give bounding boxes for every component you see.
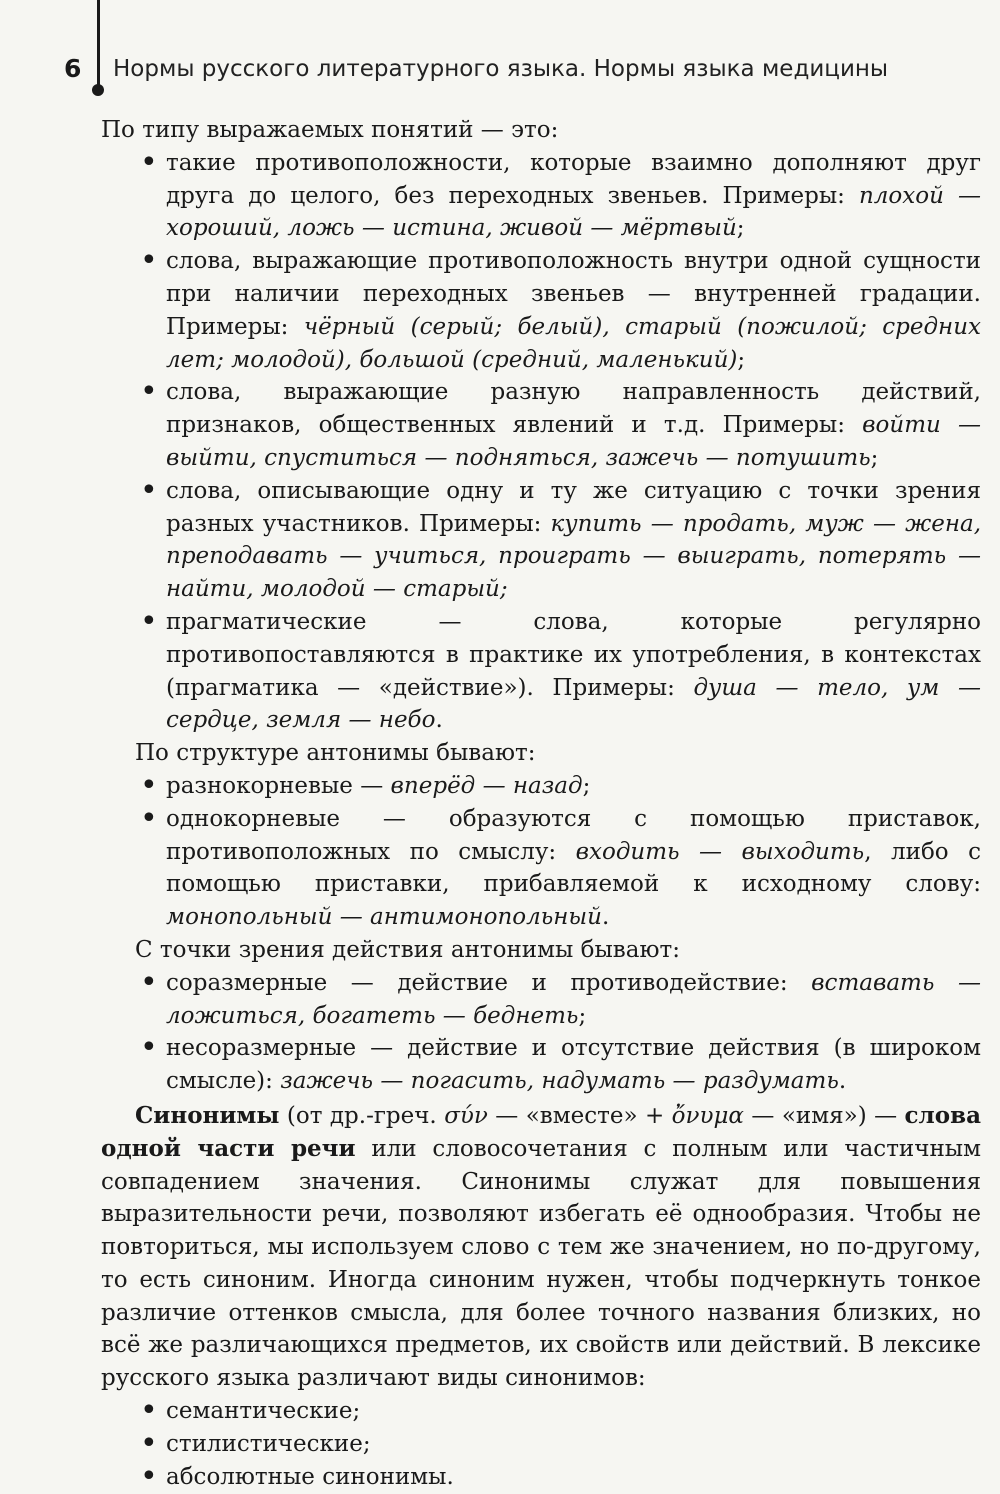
list-item: • однокорневые — образуются с помощью приставок, противоположных по смыслу: входить — выходить, либо с помощью приставки, прибавляемой к исходному слову: монопольный — антимонопольный.: [166, 803, 981, 934]
list-item: • стилистические;: [166, 1428, 981, 1461]
running-title: Нормы русского литературного языка. Нормы языка медицины: [113, 56, 889, 82]
list-item: • семантические;: [166, 1395, 981, 1428]
list-item: • соразмерные — действие и противодействие: вставать — ложиться, богатеть — беднеть;: [166, 967, 981, 1033]
synonym-types-list: [101, 1395, 981, 1493]
examples: вперёд — назад: [390, 772, 583, 799]
list-item: • несоразмерные — действие и отсутствие действия (в широком смысле): зажечь — погасить, надумать — раздумать.: [166, 1032, 981, 1098]
list-item: • слова, описывающие одну и ту же ситуацию с точки зрения разных участников. Примеры: купить — продать, муж — жена, преподавать — учиться, проиграть — выиграть, потерять — найти, молодой — старый;: [166, 475, 981, 606]
list-item: • слова, выражающие противоположность внутри одной сущности при наличии переходных звеньев — внутренней градации. Примеры: чёрный (серый; белый), старый (пожилой; средних лет; молодой), большой (средний, маленький);: [166, 245, 981, 376]
examples: купить — продать, муж — жена, преподавать — учиться, проиграть — выиграть, потерять — найти, молодой — старый;: [166, 510, 981, 603]
structure-list: [101, 770, 981, 934]
list-item: • слова, выражающие разную направленность действий, признаков, общественных явлений и т.д. Примеры: войти — выйти, спуститься — подняться, зажечь — потушить;: [166, 376, 981, 474]
list-item: • разнокорневые — вперёд — назад;: [166, 770, 981, 803]
type-list: [101, 147, 981, 737]
examples: душа — тело, ум — сердце, земля — небо: [166, 674, 981, 734]
synonyms-paragraph: Синонимы (от др.-греч. σύν — «вместе» + ὄνυμα — «имя») — слова одной части речи или словосочетания с полным или частичным совпадением значения. Синонимы служат для повышения выразительности речи, позволяют избегать её однообразия. Чтобы не повториться, мы используем слово с тем же значением, но по-другому, то есть синоним. Иногда синоним нужен, чтобы подчеркнуть тонкое различие оттенков смысла, для более точного названия близких, но всё же различающихся предметов, их свойств или действий. В лексике русского языка различают виды синонимов:: [101, 1101, 981, 1392]
list-item: • абсолютные синонимы.: [166, 1461, 981, 1494]
header-dot: [92, 84, 104, 96]
action-intro: С точки зрения действия антонимы бывают:: [135, 936, 680, 963]
greek-word: σύν: [444, 1102, 488, 1129]
type-intro: По типу выражаемых понятий — это:: [101, 117, 559, 143]
examples: монопольный — антимонопольный: [166, 904, 602, 931]
examples: зажечь — погасить, надумать — раздумать: [280, 1068, 839, 1095]
page-body: [101, 114, 981, 1493]
list-item: • такие противоположности, которые взаимно дополняют друг друга до целого, без переходных звеньев. Примеры: плохой — хороший, ложь — истина, живой — мёртвый;: [166, 147, 981, 245]
examples: войти — выйти, спуститься — подняться, зажечь — потушить: [166, 412, 981, 471]
action-list: [101, 967, 981, 1098]
definition-bold: слова одной части речи: [101, 1101, 981, 1162]
structure-intro: По структуре антонимы бывают:: [135, 740, 536, 767]
greek-word: ὄνυμα: [671, 1102, 744, 1129]
page-number: 6: [64, 54, 82, 83]
synonyms-term: Синонимы: [135, 1101, 280, 1129]
examples: чёрный (серый; белый), старый (пожилой; средних лет; молодой), большой (средний, маленький): [166, 313, 981, 373]
examples: вставать — ложиться, богатеть — беднеть: [166, 969, 981, 1029]
examples: входить — выходить: [575, 838, 865, 865]
header-vertical-rule: [97, 0, 100, 90]
examples: плохой — хороший, ложь — истина, живой — мёртвый: [166, 182, 981, 242]
list-item: • прагматические — слова, которые регулярно противопоставляются в практике их употребления, в контекстах (прагматика — «действие»). Примеры: душа — тело, ум — сердце, земля — небо.: [166, 606, 981, 737]
